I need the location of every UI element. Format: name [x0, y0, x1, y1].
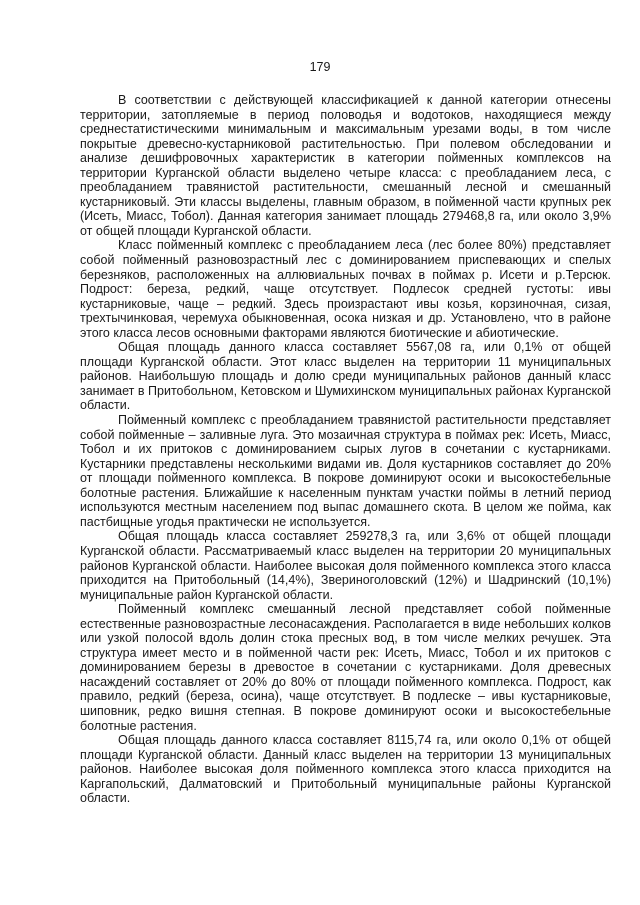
paragraph-forest-class: Класс пойменный комплекс с преобладанием леса (лес более 80%) представляет собой пойменный разновозрастный лес с доминированием приспевающих и спелых березняков, расположенных на аллювиальных почвах в поймах р. Исети и р.Терсюк. Подрост: береза, редкий, чаще отсутствует. Подлесок средней густоты: ивы кустарниковые, чаще – редкий. Здесь произрастают ивы козья, корзиночная, сизая, трехтычинковая, черемуха обыкновенная, осока низкая и др. Установлено, что в районе этого класса лесов основными факторами являются биотические и абиотические.: [80, 238, 611, 340]
paragraph-forest-class-area: Общая площадь данного класса составляет 5567,08 га, или 0,1% от общей площади Курганской области. Этот класс выделен на территории 11 муниципальных районов. Наибольшую площадь и долю среди муниципальных районов данный класс занимает в Притобольном, Кетовском и Шумихинском муниципальных районах Курганской области.: [80, 340, 611, 413]
paragraph-grass-class: Пойменный комплекс с преобладанием травянистой растительности представляет собой пойменные – заливные луга. Это мозаичная структура в поймах рек: Исеть, Миасс, Тобол и их притоков с доминированием сырых лугов в сочетании с кустарниками. Кустарники представлены несколькими видами ив. Доля кустарников составляет до 20% от площади пойменного комплекса. В покрове доминируют осоки и высокостебельные болотные растения. Ближайшие к населенным пунктам участки поймы в летний период используются местным населением под выпас домашнего скота. В целом же пойма, как пастбищные угодья практически не используется.: [80, 413, 611, 529]
paragraph-mixed-forest-class: Пойменный комплекс смешанный лесной представляет собой пойменные естественные разновозрастные лесонасаждения. Располагается в виде небольших колков или узкой полосой вдоль долин стока пресных вод, в том числе мелких речушек. Эта структура имеет место и в пойменной части рек: Исеть, Миасс, Тобол и их притоков с доминированием березы в древостое в сочетании с кустарниками. Доля древесных насаждений составляет от 20% до 80% от площади пойменного комплекса. Подрост, как правило, редкий (береза, осина), чаще отсутствует. В подлеске – ивы кустарниковые, шиповник, редко вишня степная. В покрове доминируют осоки и высокостебельные болотные растения.: [80, 602, 611, 733]
paragraph-mixed-forest-class-area: Общая площадь данного класса составляет 8115,74 га, или около 0,1% от общей площади Курганской области. Данный класс выделен на территории 13 муниципальных районов. Наиболее высокая доля пойменного комплекса этого класса приходится на Каргапольский, Далматовский и Притобольный муниципальные районы Курганской области.: [80, 733, 611, 806]
paragraph-classification-intro: В соответствии с действующей классификацией к данной категории отнесены территории, затопляемые в период половодья и водотоков, находящиеся между среднестатистическими минимальным и максимальным урезами воды, в том числе покрытые древесно-кустарниковой растительностью. При полевом обследовании и анализе дешифровочных характеристик в категории пойменных комплексов на территории Курганской области выделено четыре класса: с преобладанием леса, с преобладанием травянистой растительности, смешанный лесной и смешанный кустарниковый. Эти классы выделены, главным образом, в пойменной части крупных рек (Исеть, Миасс, Тобол). Данная категория занимает площадь 279468,8 га, или около 3,9% от общей площади Курганской области.: [80, 93, 611, 238]
page-number: 179: [309, 60, 331, 74]
body-text: [80, 93, 611, 806]
paragraph-grass-class-area: Общая площадь класса составляет 259278,3 га, или 3,6% от общей площади Курганской области. Рассматриваемый класс выделен на территории 20 муниципальных районов Курганской области. Наиболее высокая доля пойменного комплекса этого класса приходится на Притобольный (14,4%), Звериноголовский (12%) и Шадринский (10,1%) муниципальные район Курганской области.: [80, 529, 611, 602]
